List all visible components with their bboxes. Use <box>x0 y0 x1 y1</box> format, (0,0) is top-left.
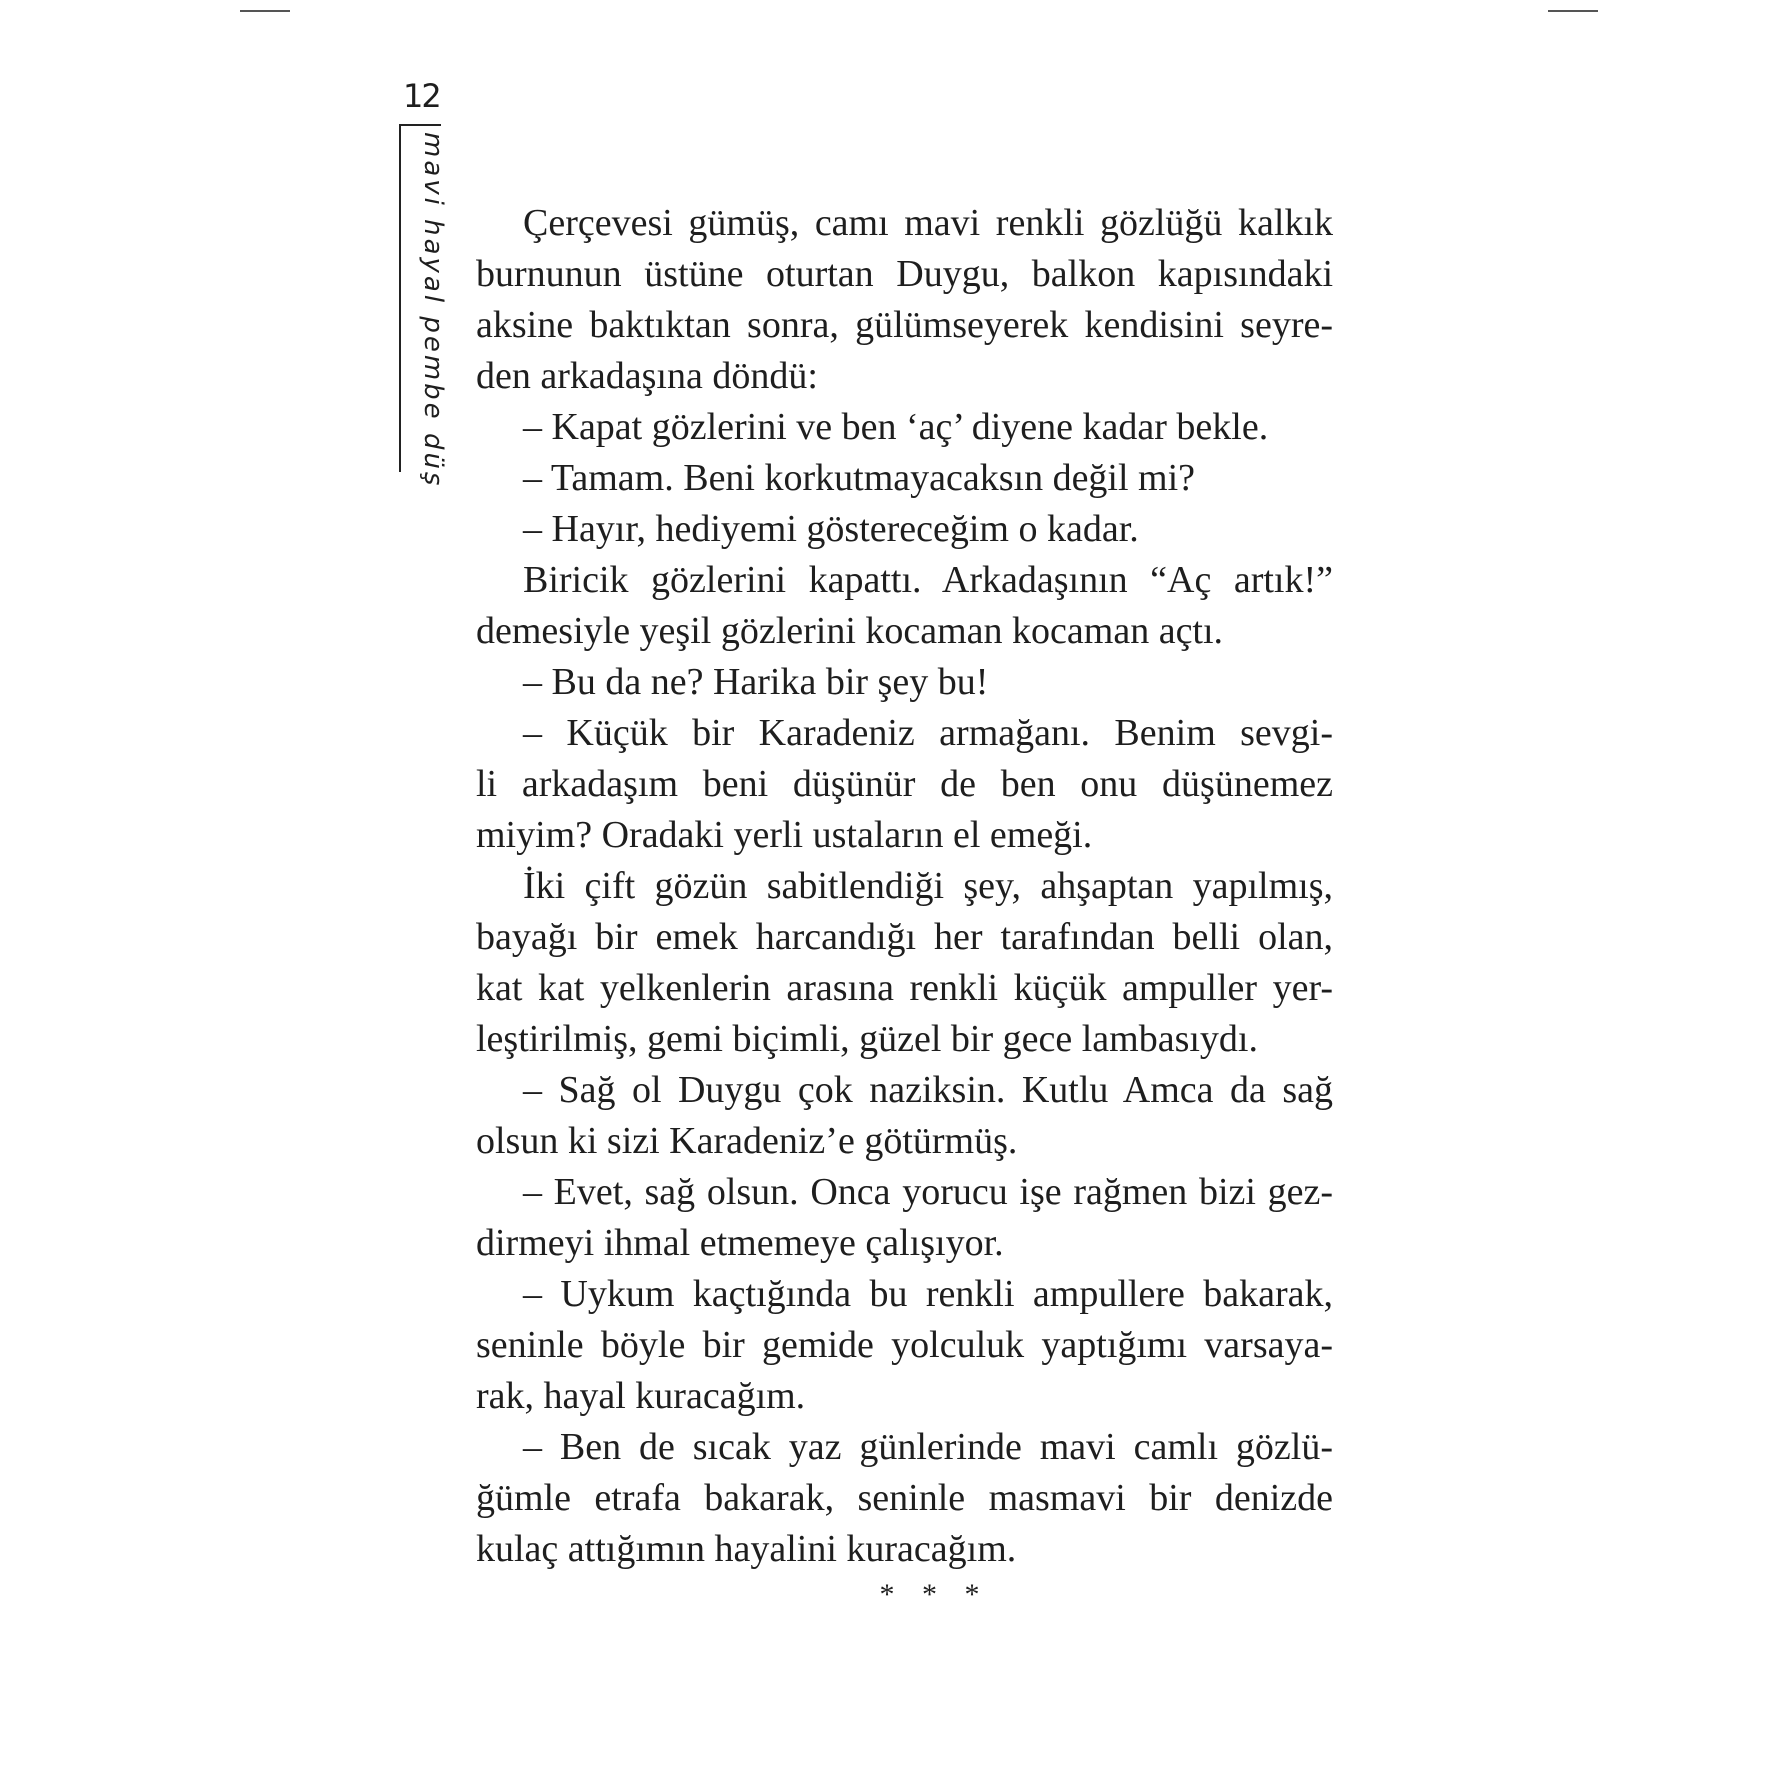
crop-mark-right <box>1548 10 1598 12</box>
text-line: den arkadaşına döndü: <box>476 355 818 397</box>
crop-mark-left <box>240 10 290 12</box>
page-number: 12 <box>403 77 440 115</box>
text-line: Biricik gözlerini kapattı. Arkadaşının “Aç artık!” <box>523 559 1333 601</box>
text-line: li arkadaşım beni düşünür de ben onu düşünemez <box>476 763 1333 805</box>
text-line: ğümle etrafa bakarak, seninle masmavi bir denizde <box>476 1477 1333 1519</box>
text-line: dirmeyi ihmal etmemeye çalışıyor. <box>476 1222 1004 1264</box>
text-line: burnunun üstüne oturtan Duygu, balkon kapısındaki <box>476 253 1333 295</box>
text-line: bayağı bir emek harcandığı her tarafından belli olan, <box>476 916 1333 958</box>
text-line: rak, hayal kuracağım. <box>476 1375 806 1417</box>
text-line: – Tamam. Beni korkutmayacaksın değil mi? <box>523 457 1196 499</box>
section-separator: * * * <box>879 1578 990 1611</box>
text-line: – Küçük bir Karadeniz armağanı. Benim sevgi- <box>523 712 1333 754</box>
text-line: aksine baktıktan sonra, gülümseyerek kendisini seyre- <box>476 304 1333 346</box>
text-line: – Bu da ne? Harika bir şey bu! <box>523 661 989 703</box>
text-line: miyim? Oradaki yerli ustaların el emeği. <box>476 814 1093 856</box>
text-line: – Hayır, hediyemi göstereceğim o kadar. <box>523 508 1139 550</box>
text-line: kat kat yelkenlerin arasına renkli küçük ampuller yer- <box>476 967 1333 1009</box>
text-line: – Sağ ol Duygu çok naziksin. Kutlu Amca da sağ <box>523 1069 1333 1111</box>
text-line: İki çift gözün sabitlendiği şey, ahşaptan yapılmış, <box>523 865 1333 907</box>
header-rule <box>399 124 441 126</box>
text-line: kulaç attığımın hayalini kuracağım. <box>476 1528 1017 1570</box>
text-line: leştirilmiş, gemi biçimli, güzel bir gece lambasıydı. <box>476 1018 1258 1060</box>
text-line: Çerçevesi gümüş, camı mavi renkli gözlüğü kalkık <box>523 202 1333 244</box>
text-line: – Uykum kaçtığında bu renkli ampullere bakarak, <box>523 1273 1333 1315</box>
text-line: demesiyle yeşil gözlerini kocaman kocaman açtı. <box>476 610 1224 652</box>
text-line: seninle böyle bir gemide yolculuk yaptığımı varsaya- <box>476 1324 1333 1366</box>
body-text <box>476 198 1333 1615</box>
text-line: – Kapat gözlerini ve ben ‘aç’ diyene kadar bekle. <box>523 406 1269 448</box>
text-line: – Ben de sıcak yaz günlerinde mavi camlı gözlü- <box>523 1426 1333 1468</box>
text-lines <box>476 198 1333 1575</box>
running-title: mavi hayal pembe düş <box>418 132 448 489</box>
margin-rule <box>399 124 401 472</box>
text-line: olsun ki sizi Karadeniz’e götürmüş. <box>476 1120 1018 1162</box>
text-line: – Evet, sağ olsun. Onca yorucu işe rağmen bizi gez- <box>523 1171 1333 1213</box>
